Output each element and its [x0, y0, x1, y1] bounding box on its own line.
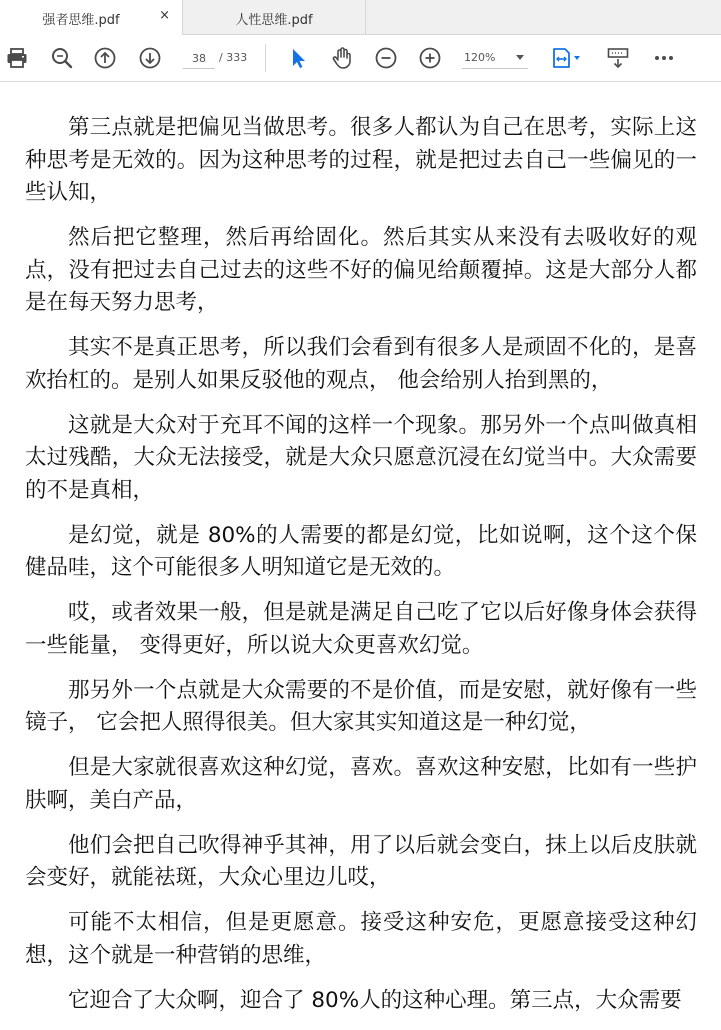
paragraph: 哎，或者效果一般，但是就是满足自己吃了它以后好像身体会获得一些能量， 变得更好，所以说大众更喜欢幻觉。: [25, 600, 697, 658]
paragraph: 那另外一个点就是大众需要的不是价值，而是安慰，就好像有一些镜子， 它会把人照得很美。但大家其实知道这是一种幻觉，: [25, 677, 697, 735]
minus-circle-icon[interactable]: [374, 46, 398, 70]
paragraph: 但是大家就很喜欢这种幻觉，喜欢。喜欢这种安慰，比如有一些护肤啊，美白产品，: [25, 755, 697, 813]
chevron-down-icon: [516, 55, 524, 60]
hand-icon[interactable]: [330, 46, 354, 70]
zoom-value: 120%: [464, 51, 496, 64]
paragraph: 它迎合了大众啊，迎合了 80%人的这种心理。第三点，大众需要: [68, 987, 682, 1013]
tab-document-inactive[interactable]: [183, 0, 366, 34]
document-text: [25, 112, 697, 1030]
paragraph: 是幻觉，就是 80%的人需要的都是幻觉，比如说啊，这个这个保健品哇，这个可能很多人明知道它是无效的。: [25, 522, 697, 580]
paragraph: 可能不太相信，但是更愿意。接受这种安危，更愿意接受这种幻想，这个就是一种营销的思维，: [25, 910, 697, 968]
document-page[interactable]: [0, 82, 721, 1013]
tab-bar: [0, 0, 721, 35]
toolbar: [0, 35, 721, 82]
cursor-arrow-icon[interactable]: [286, 46, 310, 70]
page-number-input[interactable]: [183, 48, 215, 69]
paragraph: 然后把它整理，然后再给固化。然后其实从来没有去吸收好的观点，没有把过去自己过去的这些不好的偏见给颠覆掉。这是大部分人都是在每天努力思考，: [25, 225, 697, 315]
zoom-search-icon[interactable]: [50, 46, 74, 70]
arrow-down-circle-icon[interactable]: [138, 46, 162, 70]
paragraph: 这就是大众对于充耳不闻的这样一个现象。那另外一个点叫做真相太过残酷，大众无法接受，就是大众只愿意沉浸在幻觉当中。大众需要的不是真相，: [25, 412, 697, 503]
print-icon[interactable]: [5, 46, 29, 70]
paragraph: 他们会把自己吹得神乎其神，用了以后就会变白，抹上以后皮肤就会变好，就能祛斑，大众心里边儿哎，: [25, 832, 697, 890]
toolbar-divider: [265, 44, 266, 72]
fit-page-icon[interactable]: [551, 46, 585, 70]
tab-label: 强者思维.pdf: [42, 13, 120, 28]
paragraph: 其实不是真正思考，所以我们会看到有很多人是顽固不化的，是喜欢抬杠的。是别人如果反驳他的观点， 他会给别人抬到黑的，: [25, 335, 697, 393]
paragraph: 第三点就是把偏见当做思考。很多人都认为自己在思考，实际上这种思考是无效的。因为这种思考的过程，就是把过去自己一些偏见的一些认知，: [25, 115, 697, 205]
read-mode-icon[interactable]: [606, 46, 630, 70]
page-total: / 333: [219, 51, 248, 64]
plus-circle-icon[interactable]: [418, 46, 442, 70]
tab-document-active[interactable]: [0, 0, 183, 35]
arrow-up-circle-icon[interactable]: [93, 46, 117, 70]
more-icon[interactable]: [652, 46, 676, 70]
tab-label: 人性思维.pdf: [235, 13, 313, 28]
close-icon[interactable]: ×: [159, 8, 170, 23]
zoom-level-select[interactable]: [462, 48, 528, 69]
